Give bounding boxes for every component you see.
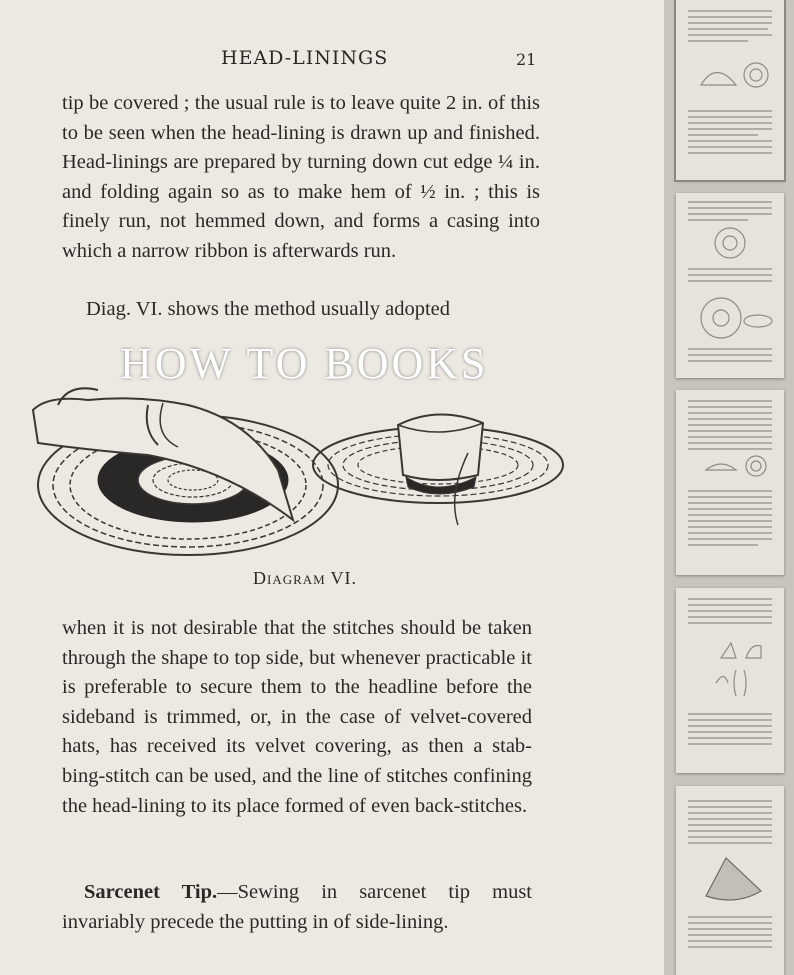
page-thumbnail-3[interactable] bbox=[676, 390, 784, 575]
paragraph-1: tip be covered ; the usual rule is to leave quite 2 in. of this to be seen when the head-lining is drawn up and finished. Head-linings are prepared by turning down cut edge ¼ in. and folding again so as to make hem of ½ in. ; this is finely run, not hemmed down, and forms a casing into which a narrow ribbon is afterwards run. bbox=[62, 92, 540, 262]
running-head: HEAD-LININGS bbox=[221, 47, 389, 69]
page-thumbnail-2[interactable] bbox=[676, 193, 784, 378]
diagram-illustration bbox=[28, 375, 568, 565]
hat-brim-drawing bbox=[313, 414, 563, 525]
watermark: HOW TO BOOKS bbox=[120, 339, 489, 388]
thumbnail-4-content-icon bbox=[676, 588, 784, 773]
paragraph-2: Diag. VI. shows the method usually adopted bbox=[86, 298, 451, 320]
thumbnail-1-content-icon bbox=[676, 0, 784, 180]
page-number: 21 bbox=[516, 50, 537, 69]
hat-crown-stitching-drawing bbox=[33, 388, 338, 555]
thumbnail-2-content-icon bbox=[676, 193, 784, 378]
caption-word: Diagram bbox=[253, 568, 326, 588]
page-thumbnail-1[interactable] bbox=[676, 0, 784, 180]
page-thumbnail-4[interactable] bbox=[676, 588, 784, 773]
paragraph-4 bbox=[62, 878, 532, 937]
page-thumbnail-5[interactable] bbox=[676, 786, 784, 975]
diagram-caption bbox=[253, 568, 357, 589]
thumbnail-3-content-icon bbox=[676, 390, 784, 575]
caption-numeral: VI. bbox=[330, 568, 357, 588]
sarcenet-tip-body: —Sewing in sarcenet tip must invariably precede the putting in of side-lining. bbox=[62, 881, 532, 933]
sarcenet-tip-heading: Sarcenet Tip. bbox=[84, 881, 218, 903]
thumbnail-5-content-icon bbox=[676, 786, 784, 975]
thumbnail-strip[interactable] bbox=[664, 0, 794, 975]
paragraph-3: when it is not desirable that the stitches should be taken through the shape to top side, but whenever practicable it is preferable to secure them to the headline before the sideband is trimmed, or, in the case of velvet-covered hats, has received its velvet covering, as then a stab-bing-stitch can be used, and the line of stitches confining the head-lining to its place formed of even back-stitches. bbox=[62, 617, 532, 817]
